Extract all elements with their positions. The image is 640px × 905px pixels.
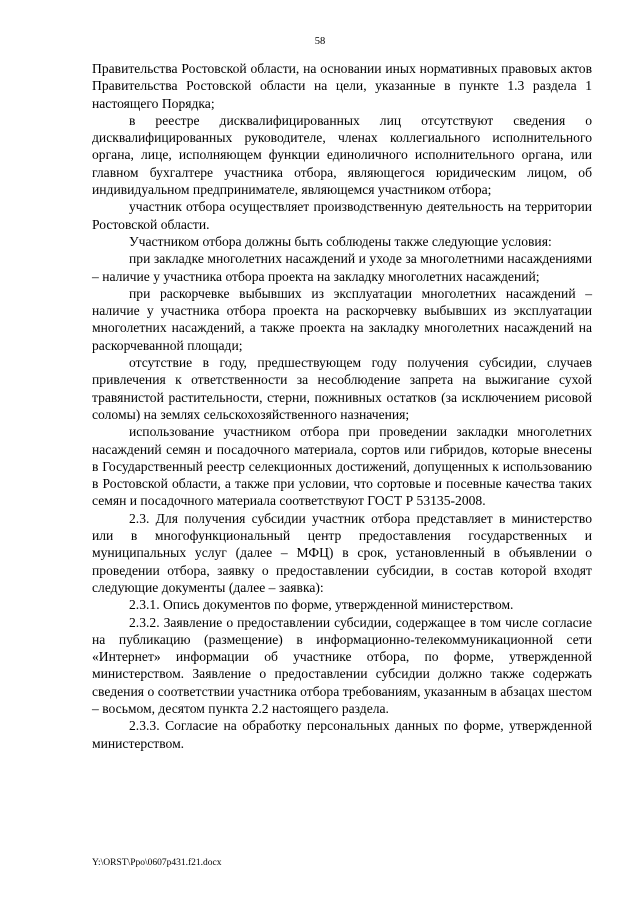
page-number: 58 (314, 36, 326, 47)
paragraph: 2.3.2. Заявление о предоставлении субсидии, содержащее в том числе согласие на публикацию (размещение) в информационно-телекоммуникационной сети «Интернет» информации об участнике отбора, по форме, утвержденной министерством. Заявление о предоставлении субсидии должно также содержать сведения о соответствии участника отбора требованиям, указанным в абзацах шестом – восьмом, десятом пункта 2.2 настоящего раздела. (92, 614, 592, 716)
paragraph: 2.3.3. Согласие на обработку персональных данных по форме, утвержденной министерством. (92, 718, 592, 751)
paragraph: отсутствие в году, предшествующем году получения субсидии, случаев привлечения к ответственности за несоблюдение запрета на выжигание сухой травянистой растительности, стерни, пожнивных остатков (за исключением рисовой соломы) на землях сельскохозяйственного назначения; (92, 355, 592, 422)
paragraph: Участником отбора должны быть соблюдены также следующие условия: (129, 233, 552, 249)
paragraph: использование участником отбора при проведении закладки многолетних насаждений семян и посадочного материала, сортов или гибридов, которые внесены в Государственный реестр селекционных достижений, допущенных к использованию в Ростовской области, а также при условии, что сортовые и посевные качества таких семян и посадочного материала соответствуют ГОСТ Р 53135-2008. (92, 424, 592, 509)
document-body (92, 60, 592, 752)
paragraph: 2.3. Для получения субсидии участник отбора представляет в министерство или в многофункциональный центр предоставления государственных и муниципальных услуг (далее – МФЦ) в срок, установленный в объявлении о проведении отбора, заявку о предоставлении субсидии, в состав которой входят следующие документы (далее – заявка): (92, 510, 592, 595)
paragraph: при закладке многолетних насаждений и уходе за многолетними насаждениями – наличие у участника отбора проекта на закладку многолетних насаждений; (92, 251, 592, 284)
paragraph: при раскорчевке выбывших из эксплуатации многолетних насаждений – наличие у участника отбора проекта на раскорчевку выбывших из эксплуатации многолетних насаждений, а также проекта на закладку многолетних насаждений на раскорчеванной площади; (92, 285, 592, 353)
footer-file-path: Y:\ORST\Ppo\0607p431.f21.docx (92, 858, 222, 868)
paragraph: в реестре дисквалифицированных лиц отсутствуют сведения о дисквалифицированных руководителе, членах коллегиального исполнительного органа, лице, исполняющем функции единоличного исполнительного органа, или главном бухгалтере участника отбора, являющегося юридическим лицом, об индивидуальном предпринимателе, являющемся участником отбора; (92, 112, 592, 198)
paragraph: 2.3.1. Опись документов по форме, утвержденной министерством. (129, 597, 514, 613)
paragraph: Правительства Ростовской области, на основании иных нормативных правовых актов Правительства Ростовской области на цели, указанные в пункте 1.3 раздела 1 настоящего Порядка; (92, 61, 592, 111)
paragraph: участник отбора осуществляет производственную деятельность на территории Ростовской области. (92, 199, 592, 232)
